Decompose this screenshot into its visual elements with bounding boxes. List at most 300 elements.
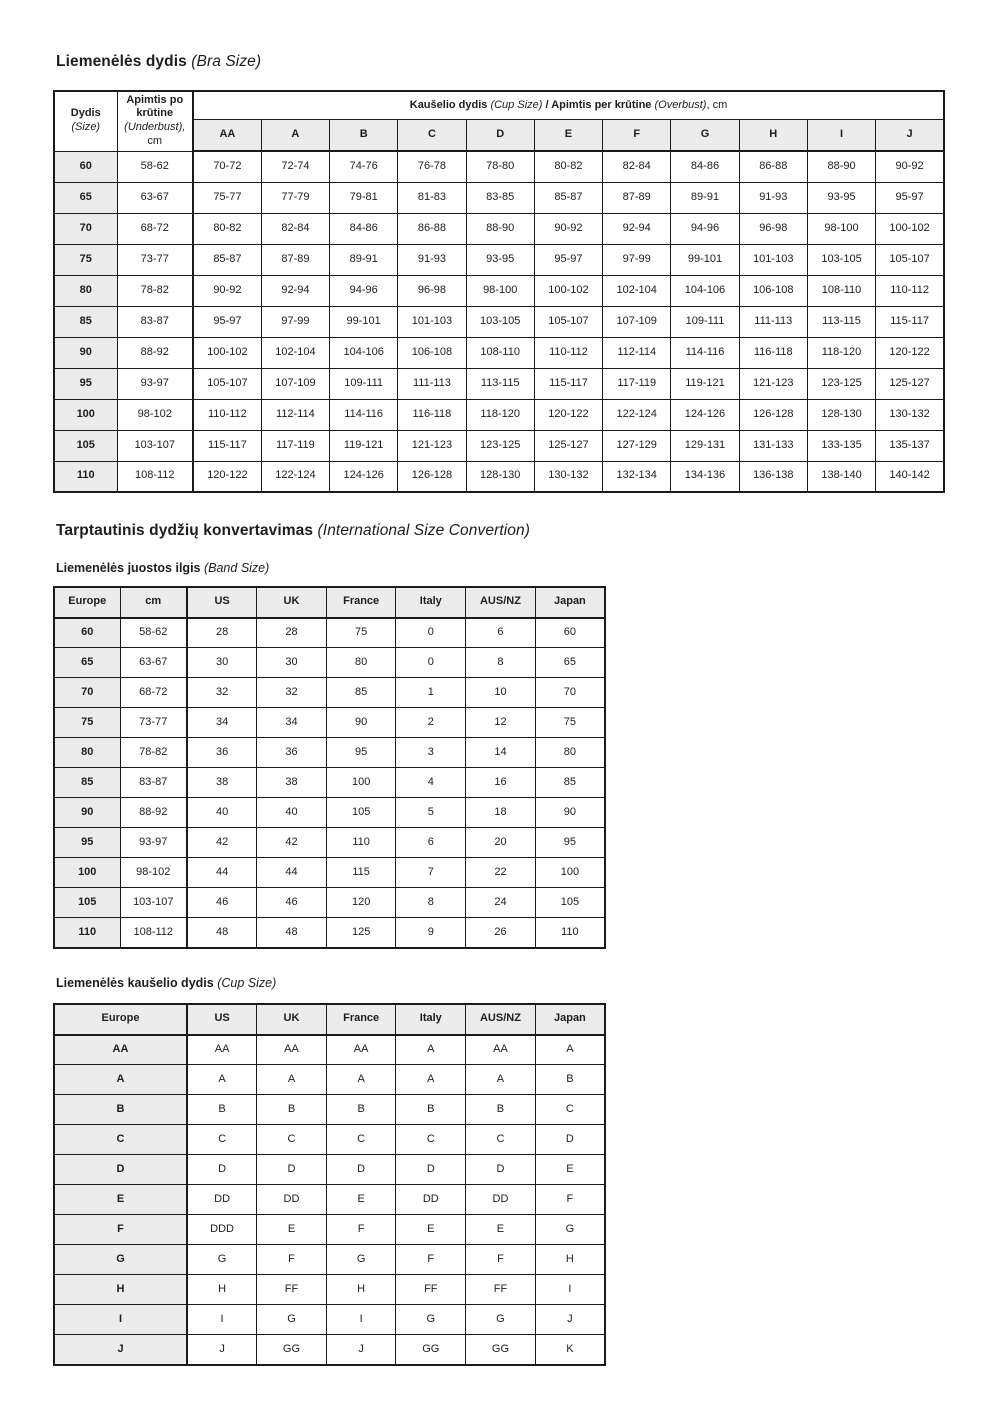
cup-size-header-row — [54, 1004, 605, 1035]
cup-range-cell: 119-121 — [330, 430, 398, 461]
cup-value-cell: E — [535, 1155, 605, 1185]
cup-value-cell: AA — [257, 1035, 327, 1065]
cup-value-cell: G — [326, 1245, 396, 1275]
cup-range-cell: 118-120 — [807, 337, 875, 368]
size-cell: 100 — [54, 399, 117, 430]
cup-size-title-translation: (Cup Size) — [217, 975, 277, 990]
cup-value-cell: D — [326, 1155, 396, 1185]
cup-range-cell: 115-117 — [876, 306, 944, 337]
cup-range-cell: 120-122 — [876, 337, 944, 368]
europe-band-size-cell: 95 — [54, 828, 120, 858]
underbust-cell: 88-92 — [117, 337, 193, 368]
band-column-header: UK — [257, 587, 327, 618]
cup-value-cell: A — [396, 1035, 466, 1065]
cup-range-cell: 79-81 — [330, 182, 398, 213]
cup-value-cell: B — [535, 1065, 605, 1095]
band-value-cell: 42 — [257, 828, 327, 858]
band-size-row — [54, 678, 605, 708]
cup-range-cell: 138-140 — [807, 461, 875, 492]
cm-range-cell: 58-62 — [120, 618, 187, 648]
cup-range-cell: 120-122 — [534, 399, 602, 430]
cup-value-cell: DDD — [187, 1215, 257, 1245]
europe-cup-size-cell: C — [54, 1125, 187, 1155]
cup-value-cell: H — [187, 1275, 257, 1305]
cup-range-cell: 125-127 — [534, 430, 602, 461]
band-size-row — [54, 648, 605, 678]
europe-cup-size-cell: G — [54, 1245, 187, 1275]
europe-cup-size-cell: E — [54, 1185, 187, 1215]
cup-range-cell: 103-105 — [807, 244, 875, 275]
cup-range-cell: 131-133 — [739, 430, 807, 461]
cup-range-cell: 93-95 — [466, 244, 534, 275]
cup-range-cell: 95-97 — [876, 182, 944, 213]
europe-cup-size-cell: B — [54, 1095, 187, 1125]
cup-table-column-header: Japan — [535, 1004, 605, 1035]
cup-value-cell: E — [326, 1185, 396, 1215]
cup-table-column-header: Europe — [54, 1004, 187, 1035]
cup-range-cell: 92-94 — [603, 213, 671, 244]
underbust-header-unit: cm — [147, 134, 163, 147]
cup-range-cell: 124-126 — [671, 399, 739, 430]
band-value-cell: 8 — [466, 648, 536, 678]
cup-size-row — [54, 1035, 605, 1065]
cup-value-cell: F — [257, 1245, 327, 1275]
cup-column-header: AA — [193, 120, 261, 151]
band-value-cell: 36 — [257, 738, 327, 768]
band-value-cell: 1 — [396, 678, 466, 708]
cup-range-cell: 90-92 — [534, 213, 602, 244]
cup-range-cell: 113-115 — [466, 368, 534, 399]
cup-range-cell: 111-113 — [398, 368, 466, 399]
underbust-cell: 73-77 — [117, 244, 193, 275]
cup-range-cell: 116-118 — [739, 337, 807, 368]
underbust-column-header — [117, 91, 193, 152]
size-cell: 70 — [54, 213, 117, 244]
cup-value-cell: H — [535, 1245, 605, 1275]
cup-range-cell: 89-91 — [671, 182, 739, 213]
band-value-cell: 85 — [326, 678, 396, 708]
cup-range-cell: 91-93 — [398, 244, 466, 275]
band-value-cell: 4 — [396, 768, 466, 798]
cup-range-cell: 115-117 — [193, 430, 261, 461]
cup-range-cell: 104-106 — [330, 337, 398, 368]
cup-size-merged-header — [193, 91, 944, 120]
cup-table-column-header: Italy — [396, 1004, 466, 1035]
cup-header-translation-2: (Overbust) — [654, 98, 707, 111]
europe-band-size-cell: 75 — [54, 708, 120, 738]
cup-range-cell: 105-107 — [876, 244, 944, 275]
band-value-cell: 12 — [466, 708, 536, 738]
cup-value-cell: GG — [396, 1335, 466, 1365]
bra-size-row — [54, 461, 944, 492]
cup-range-cell: 88-90 — [807, 151, 875, 182]
cup-range-cell: 95-97 — [193, 306, 261, 337]
cup-column-header: J — [876, 120, 944, 151]
cup-value-cell: G — [466, 1305, 536, 1335]
band-column-header: cm — [120, 587, 187, 618]
cup-range-cell: 102-104 — [261, 337, 329, 368]
cup-range-cell: 72-74 — [261, 151, 329, 182]
cup-range-cell: 112-114 — [603, 337, 671, 368]
cup-value-cell: C — [396, 1125, 466, 1155]
cup-value-cell: I — [187, 1305, 257, 1335]
cup-range-cell: 126-128 — [739, 399, 807, 430]
cup-value-cell: C — [326, 1125, 396, 1155]
cup-table-column-header: AUS/NZ — [466, 1004, 536, 1035]
underbust-cell: 78-82 — [117, 275, 193, 306]
cup-range-cell: 97-99 — [261, 306, 329, 337]
europe-cup-size-cell: I — [54, 1305, 187, 1335]
cup-range-cell: 70-72 — [193, 151, 261, 182]
cup-range-cell: 120-122 — [193, 461, 261, 492]
band-size-row — [54, 618, 605, 648]
band-value-cell: 38 — [257, 768, 327, 798]
cup-range-cell: 76-78 — [398, 151, 466, 182]
band-value-cell: 18 — [466, 798, 536, 828]
band-size-table-body — [54, 618, 605, 948]
cup-range-cell: 90-92 — [193, 275, 261, 306]
band-value-cell: 44 — [187, 858, 257, 888]
cup-value-cell: AA — [326, 1035, 396, 1065]
cup-range-cell: 96-98 — [398, 275, 466, 306]
band-value-cell: 10 — [466, 678, 536, 708]
band-value-cell: 70 — [535, 678, 605, 708]
bra-size-row — [54, 244, 944, 275]
cup-range-cell: 99-101 — [671, 244, 739, 275]
cup-range-cell: 111-113 — [739, 306, 807, 337]
cup-range-cell: 97-99 — [603, 244, 671, 275]
cup-size-row — [54, 1125, 605, 1155]
band-value-cell: 32 — [257, 678, 327, 708]
cup-range-cell: 85-87 — [193, 244, 261, 275]
cup-size-row — [54, 1155, 605, 1185]
cup-header-translation-1: (Cup Size) — [490, 98, 543, 111]
band-value-cell: 26 — [466, 918, 536, 948]
underbust-cell: 68-72 — [117, 213, 193, 244]
cup-range-cell: 127-129 — [603, 430, 671, 461]
size-cell: 105 — [54, 430, 117, 461]
cup-size-row — [54, 1245, 605, 1275]
cup-size-table-body — [54, 1035, 605, 1365]
cup-range-cell: 103-105 — [466, 306, 534, 337]
band-value-cell: 42 — [187, 828, 257, 858]
underbust-header-text: Apimtis po krūtine — [126, 93, 184, 120]
cup-range-cell: 100-102 — [193, 337, 261, 368]
cup-value-cell: FF — [396, 1275, 466, 1305]
cup-value-cell: D — [466, 1155, 536, 1185]
cup-value-cell: C — [535, 1095, 605, 1125]
cup-column-header: C — [398, 120, 466, 151]
band-size-table — [53, 586, 606, 949]
band-size-header-row — [54, 587, 605, 618]
band-value-cell: 36 — [187, 738, 257, 768]
cup-range-cell: 113-115 — [807, 306, 875, 337]
cup-range-cell: 115-117 — [534, 368, 602, 399]
band-value-cell: 32 — [187, 678, 257, 708]
band-value-cell: 6 — [396, 828, 466, 858]
cup-value-cell: A — [326, 1065, 396, 1095]
band-value-cell: 46 — [257, 888, 327, 918]
cup-range-cell: 133-135 — [807, 430, 875, 461]
cup-value-cell: E — [466, 1215, 536, 1245]
cup-column-header: F — [603, 120, 671, 151]
cup-range-cell: 91-93 — [739, 182, 807, 213]
cup-range-cell: 86-88 — [739, 151, 807, 182]
cm-range-cell: 73-77 — [120, 708, 187, 738]
cup-column-header: B — [330, 120, 398, 151]
band-value-cell: 105 — [326, 798, 396, 828]
band-value-cell: 0 — [396, 618, 466, 648]
band-value-cell: 9 — [396, 918, 466, 948]
cup-range-cell: 110-112 — [876, 275, 944, 306]
size-header-translation: (Size) — [71, 121, 101, 134]
cup-size-title — [56, 976, 1000, 991]
cup-header-text-2: / Apimtis per krūtine — [545, 98, 652, 111]
band-value-cell: 8 — [396, 888, 466, 918]
cup-range-cell: 82-84 — [261, 213, 329, 244]
cup-size-row — [54, 1095, 605, 1125]
cup-range-cell: 109-111 — [330, 368, 398, 399]
europe-cup-size-cell: J — [54, 1335, 187, 1365]
cup-value-cell: A — [257, 1065, 327, 1095]
cup-column-header: E — [534, 120, 602, 151]
band-value-cell: 24 — [466, 888, 536, 918]
cup-range-cell: 134-136 — [671, 461, 739, 492]
cm-range-cell: 68-72 — [120, 678, 187, 708]
cup-range-cell: 128-130 — [807, 399, 875, 430]
cup-range-cell: 117-119 — [603, 368, 671, 399]
europe-band-size-cell: 110 — [54, 918, 120, 948]
bra-size-row — [54, 275, 944, 306]
cup-range-cell: 86-88 — [398, 213, 466, 244]
cup-value-cell: AA — [466, 1035, 536, 1065]
band-value-cell: 44 — [257, 858, 327, 888]
cup-range-cell: 100-102 — [876, 213, 944, 244]
cup-range-cell: 108-110 — [807, 275, 875, 306]
cup-range-cell: 87-89 — [261, 244, 329, 275]
cup-size-table-header — [54, 1004, 605, 1035]
cup-value-cell: B — [466, 1095, 536, 1125]
band-value-cell: 7 — [396, 858, 466, 888]
band-value-cell: 95 — [535, 828, 605, 858]
size-cell: 60 — [54, 151, 117, 182]
cup-size-row — [54, 1275, 605, 1305]
underbust-cell: 58-62 — [117, 151, 193, 182]
bra-size-header-row-1 — [54, 91, 944, 120]
cup-range-cell: 84-86 — [330, 213, 398, 244]
cup-range-cell: 100-102 — [534, 275, 602, 306]
cup-range-cell: 94-96 — [330, 275, 398, 306]
band-size-title — [56, 561, 1000, 576]
size-header-text: Dydis — [70, 107, 101, 120]
band-size-row — [54, 768, 605, 798]
cup-value-cell: F — [535, 1185, 605, 1215]
cm-range-cell: 108-112 — [120, 918, 187, 948]
europe-band-size-cell: 105 — [54, 888, 120, 918]
cup-table-column-header: France — [326, 1004, 396, 1035]
size-cell: 85 — [54, 306, 117, 337]
band-value-cell: 75 — [326, 618, 396, 648]
cup-header-unit: , cm — [706, 98, 728, 111]
underbust-cell: 103-107 — [117, 430, 193, 461]
cup-range-cell: 114-116 — [330, 399, 398, 430]
band-value-cell: 48 — [257, 918, 327, 948]
band-value-cell: 125 — [326, 918, 396, 948]
cup-range-cell: 121-123 — [398, 430, 466, 461]
cup-range-cell: 101-103 — [739, 244, 807, 275]
cup-table-column-header: UK — [257, 1004, 327, 1035]
cup-range-cell: 108-110 — [466, 337, 534, 368]
band-value-cell: 120 — [326, 888, 396, 918]
size-cell: 90 — [54, 337, 117, 368]
cup-range-cell: 140-142 — [876, 461, 944, 492]
europe-band-size-cell: 70 — [54, 678, 120, 708]
cup-size-row — [54, 1065, 605, 1095]
bra-size-row — [54, 151, 944, 182]
band-value-cell: 46 — [187, 888, 257, 918]
international-conversion-title — [56, 522, 1000, 541]
cup-range-cell: 135-137 — [876, 430, 944, 461]
europe-cup-size-cell: H — [54, 1275, 187, 1305]
cup-range-cell: 88-90 — [466, 213, 534, 244]
cup-size-row — [54, 1215, 605, 1245]
cup-value-cell: C — [466, 1125, 536, 1155]
cup-range-cell: 87-89 — [603, 182, 671, 213]
bra-size-row — [54, 306, 944, 337]
bra-size-title-text: Liemenėlės dydis — [56, 53, 187, 70]
cup-range-cell: 93-95 — [807, 182, 875, 213]
cup-range-cell: 110-112 — [193, 399, 261, 430]
cup-value-cell: B — [257, 1095, 327, 1125]
cm-range-cell: 93-97 — [120, 828, 187, 858]
cup-range-cell: 95-97 — [534, 244, 602, 275]
band-value-cell: 48 — [187, 918, 257, 948]
cup-range-cell: 117-119 — [261, 430, 329, 461]
cup-size-row — [54, 1305, 605, 1335]
cup-range-cell: 102-104 — [603, 275, 671, 306]
band-value-cell: 75 — [535, 708, 605, 738]
band-value-cell: 40 — [257, 798, 327, 828]
cup-range-cell: 80-82 — [534, 151, 602, 182]
international-title-translation: (International Size Convertion) — [317, 522, 530, 540]
band-value-cell: 28 — [257, 618, 327, 648]
bra-size-row — [54, 182, 944, 213]
band-size-row — [54, 798, 605, 828]
cup-range-cell: 122-124 — [261, 461, 329, 492]
cup-range-cell: 83-85 — [466, 182, 534, 213]
size-cell: 110 — [54, 461, 117, 492]
band-size-row — [54, 858, 605, 888]
underbust-cell: 93-97 — [117, 368, 193, 399]
cup-value-cell: A — [535, 1035, 605, 1065]
bra-size-table-header — [54, 91, 944, 152]
international-title-text: Tarptautinis dydžių konvertavimas — [56, 522, 314, 540]
cup-value-cell: E — [257, 1215, 327, 1245]
band-value-cell: 16 — [466, 768, 536, 798]
underbust-cell: 98-102 — [117, 399, 193, 430]
cup-value-cell: FF — [257, 1275, 327, 1305]
europe-band-size-cell: 100 — [54, 858, 120, 888]
band-size-title-translation: (Band Size) — [203, 560, 270, 575]
cup-range-cell: 122-124 — [603, 399, 671, 430]
bra-size-title-translation: (Bra Size) — [191, 53, 262, 70]
band-value-cell: 22 — [466, 858, 536, 888]
bra-size-row — [54, 337, 944, 368]
cup-range-cell: 101-103 — [398, 306, 466, 337]
bra-size-row — [54, 430, 944, 461]
cup-value-cell: C — [257, 1125, 327, 1155]
cup-range-cell: 104-106 — [671, 275, 739, 306]
cup-range-cell: 74-76 — [330, 151, 398, 182]
underbust-cell: 83-87 — [117, 306, 193, 337]
cup-range-cell: 116-118 — [398, 399, 466, 430]
band-column-header: Japan — [535, 587, 605, 618]
cup-value-cell: DD — [396, 1185, 466, 1215]
cup-size-table — [53, 1003, 606, 1366]
cup-range-cell: 114-116 — [671, 337, 739, 368]
cup-range-cell: 130-132 — [534, 461, 602, 492]
europe-band-size-cell: 65 — [54, 648, 120, 678]
cup-range-cell: 81-83 — [398, 182, 466, 213]
cup-value-cell: D — [396, 1155, 466, 1185]
cup-value-cell: DD — [466, 1185, 536, 1215]
cm-range-cell: 103-107 — [120, 888, 187, 918]
cup-range-cell: 99-101 — [330, 306, 398, 337]
cup-column-header: I — [807, 120, 875, 151]
cup-range-cell: 112-114 — [261, 399, 329, 430]
band-column-header: US — [187, 587, 257, 618]
cup-range-cell: 132-134 — [603, 461, 671, 492]
cup-range-cell: 125-127 — [876, 368, 944, 399]
cup-value-cell: E — [396, 1215, 466, 1245]
cup-value-cell: GG — [257, 1335, 327, 1365]
band-column-header: France — [326, 587, 396, 618]
band-column-header: AUS/NZ — [466, 587, 536, 618]
band-value-cell: 95 — [326, 738, 396, 768]
cup-value-cell: A — [187, 1065, 257, 1095]
cup-value-cell: GG — [466, 1335, 536, 1365]
band-value-cell: 115 — [326, 858, 396, 888]
cup-range-cell: 84-86 — [671, 151, 739, 182]
band-value-cell: 40 — [187, 798, 257, 828]
size-cell: 65 — [54, 182, 117, 213]
band-size-row — [54, 828, 605, 858]
band-value-cell: 20 — [466, 828, 536, 858]
band-value-cell: 90 — [535, 798, 605, 828]
cm-range-cell: 83-87 — [120, 768, 187, 798]
cup-range-cell: 118-120 — [466, 399, 534, 430]
band-size-row — [54, 918, 605, 948]
band-size-row — [54, 738, 605, 768]
europe-cup-size-cell: AA — [54, 1035, 187, 1065]
band-value-cell: 110 — [326, 828, 396, 858]
bra-size-row — [54, 399, 944, 430]
band-value-cell: 80 — [326, 648, 396, 678]
cup-range-cell: 75-77 — [193, 182, 261, 213]
band-size-row — [54, 708, 605, 738]
band-value-cell: 28 — [187, 618, 257, 648]
cup-range-cell: 96-98 — [739, 213, 807, 244]
europe-band-size-cell: 90 — [54, 798, 120, 828]
cup-size-row — [54, 1185, 605, 1215]
europe-cup-size-cell: D — [54, 1155, 187, 1185]
cup-range-cell: 89-91 — [330, 244, 398, 275]
cup-column-header: G — [671, 120, 739, 151]
cup-value-cell: D — [257, 1155, 327, 1185]
cup-range-cell: 98-100 — [466, 275, 534, 306]
cup-range-cell: 107-109 — [603, 306, 671, 337]
bra-size-table-body — [54, 151, 944, 492]
